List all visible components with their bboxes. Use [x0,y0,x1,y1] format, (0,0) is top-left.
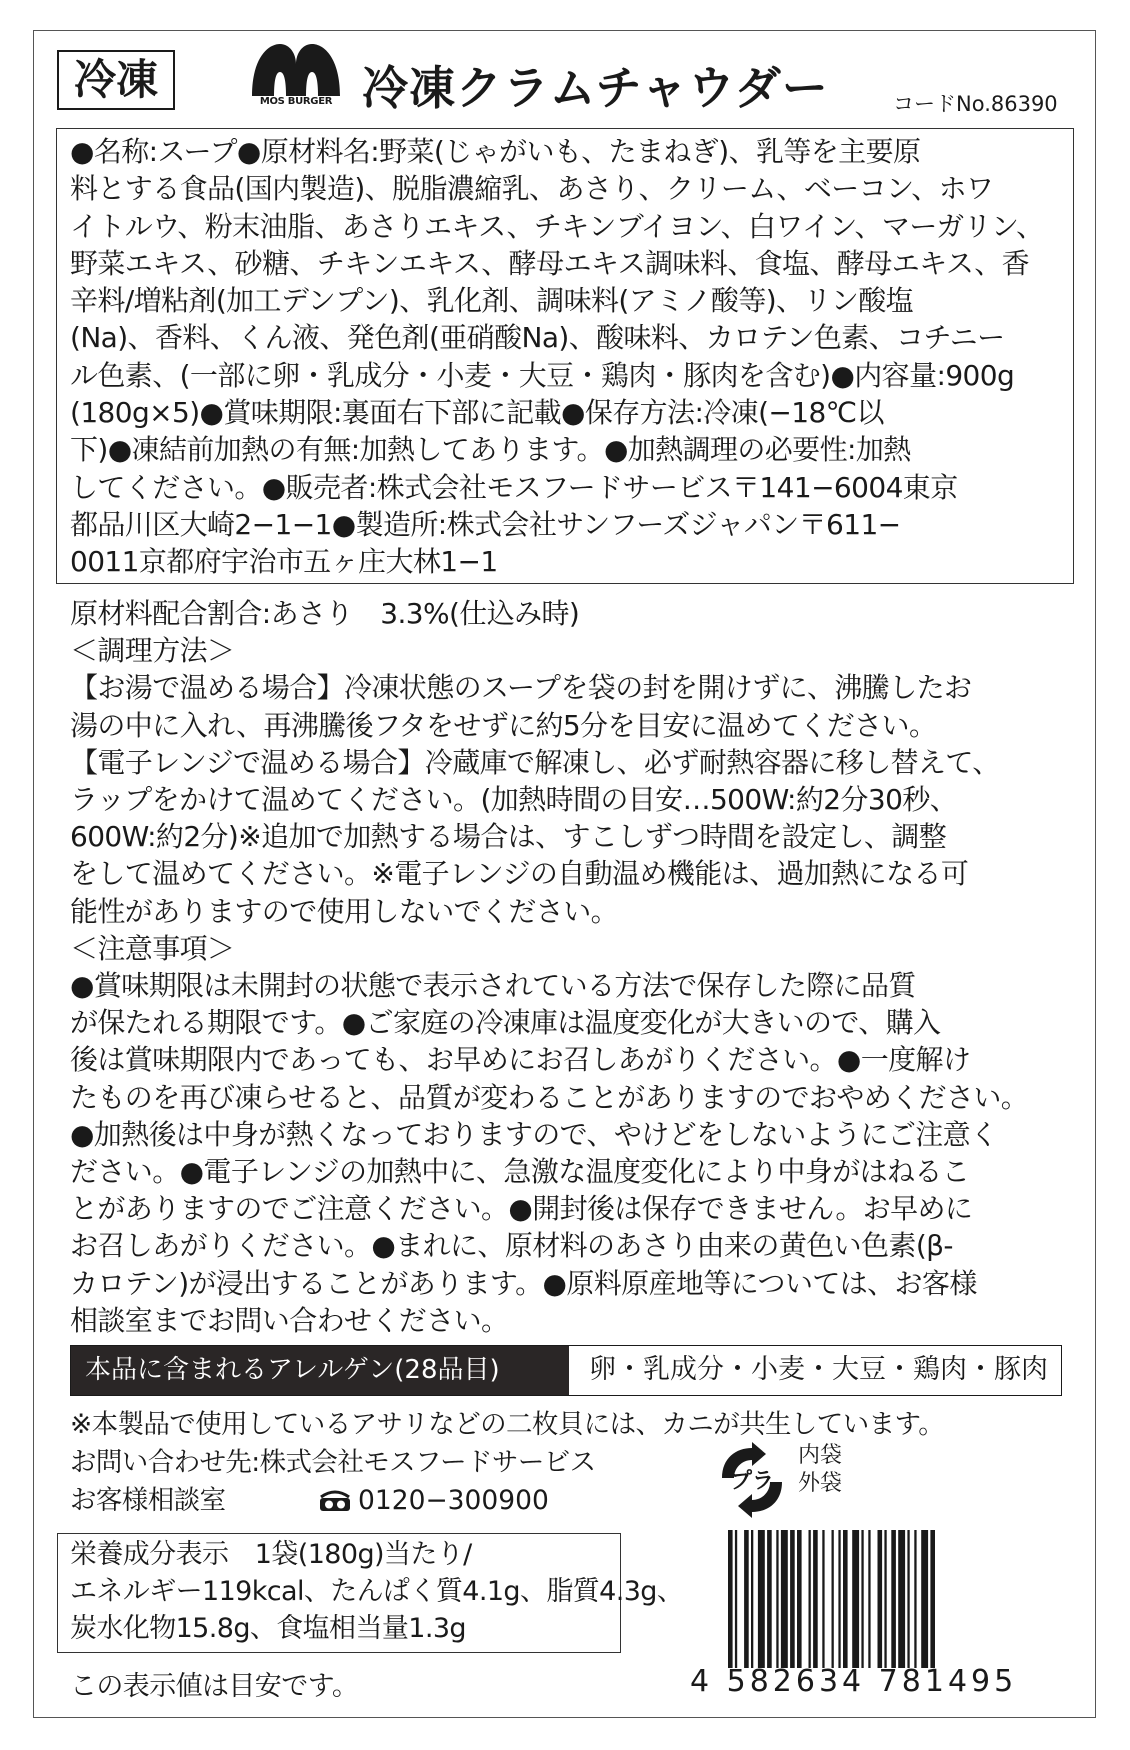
ingredients-line: (Na)、香料、くん液、発色剤(亜硝酸Na)、酸味料、カロテン色素、コチニー [70,321,1005,355]
body-line: ＜注意事項＞ [70,931,235,965]
body-line: 能性がありますので使用しないでください。 [70,894,619,928]
phone-number-text: 0120−300900 [358,1485,549,1516]
body-line: をして温めてください。※電子レンジの自動温め機能は、過加熱になる可 [70,857,969,891]
shellfish-note: ※本製品で使用しているアサリなどの二枚貝には、カニが共生しています。 [70,1409,945,1440]
contact-department: お客様相談室 [70,1485,226,1516]
body-line: たものを再び凍らせると、品質が変わることがありますのでおやめください。 [70,1080,1029,1114]
instructions-and-notes [70,595,1028,1339]
body-line: ●賞味期限は未開封の状態で表示されている方法で保存した際に品質 [70,969,916,1003]
contact-company: お問い合わせ先:株式会社モスフードサービス [70,1447,596,1478]
body-line: ＜調理方法＞ [70,634,235,668]
allergen-value: 卵・乳成分・小麦・大豆・鶏肉・豚肉 [589,1354,1048,1385]
body-line: お召しあがりください。●まれに、原材料のあさり由来の黄色い色素(β- [70,1229,953,1263]
frozen-tag: 冷凍 [57,50,175,110]
body-line: 湯の中に入れ、再沸騰後フタをせずに約5分を目安に温めてください。 [70,708,937,742]
body-line: とがありますのでご注意ください。●開封後は保存できません。お早めに [70,1192,973,1226]
recycle-inner-bag: 内袋 [798,1443,843,1468]
brand-name: MOS BURGER [259,96,333,107]
ingredients-line: ●名称:スープ●原材料名:野菜(じゃがいも、たまねぎ)、乳等を主要原 [70,135,921,168]
body-line: カロテン)が浸出することがあります。●原料原産地等については、お客様 [70,1266,977,1300]
product-title: 冷凍クラムチャウダー [362,61,829,115]
allergen-label: 本品に含まれるアレルゲン(28品目) [71,1346,569,1395]
recycle-mark-text: プラ [729,1469,775,1494]
product-code: コードNo.86390 [893,92,1058,116]
recycle-labels [798,1442,842,1498]
body-line: 相談室までお問い合わせください。 [70,1303,509,1337]
body-line: 【お湯で温める場合】冷凍状態のスープを袋の封を開けずに、沸騰したお [70,671,972,705]
body-line: 600W:約2分)※追加で加熱する場合は、すこしずつ時間を設定し、調整 [70,820,947,854]
nutrition-disclaimer: この表示値は目安です。 [70,1671,359,1702]
ingredients-line: 料とする食品(国内製造)、脱脂濃縮乳、あさり、クリーム、ベーコン、ホワ [70,172,994,206]
ingredients-line: イトルウ、粉末油脂、あさりエキス、チキンブイヨン、白ワイン、マーガリン、 [70,209,1044,243]
nutrition-line: 栄養成分表示 1袋(180g)当たり/ [70,1539,472,1570]
ingredients-line: ル色素、(一部に卵・乳成分・小麦・大豆・鶏肉・豚肉を含む)●内容量:900g [70,358,1015,392]
recycle-outer-bag: 外袋 [798,1471,843,1496]
body-line: 原材料配合割合:あさり 3.3%(仕込み時) [70,597,580,630]
body-line: が保たれる期限です。●ご家庭の冷凍庫は温度変化が大きいので、購入 [70,1006,941,1040]
free-dial-icon [318,1489,352,1513]
ingredients-line: 都品川区大崎2−1−1●製造所:株式会社サンフーズジャパン〒611− [70,507,901,541]
nutrition-line: 炭水化物15.8g、食塩相当量1.3g [70,1613,466,1644]
body-line: 後は賞味期限内であっても、お早めにお召しあがりください。●一度解け [70,1043,971,1077]
barcode-number: 4 582634 781495 [690,1664,1018,1699]
ingredients-line: 0011京都府宇治市五ヶ庄大林1−1 [70,545,498,579]
body-line: 【電子レンジで温める場合】冷蔵庫で解凍し、必ず耐熱容器に移し替えて、 [70,745,1000,779]
ingredients-line: 下)●凍結前加熱の有無:加熱してあります。●加熱調理の必要性:加熱 [70,433,911,467]
ingredients-line: してください。●販売者:株式会社モスフードサービス〒141−6004東京 [70,470,958,504]
ingredients-line: 辛料/増粘剤(加工デンプン)、乳化剤、調味料(アミノ酸等)、リン酸塩 [70,284,914,318]
phone-number [318,1485,549,1516]
plastic-recycle-icon [712,1440,792,1520]
allergen-box [70,1345,1062,1396]
nutrition-line: エネルギー119kcal、たんぱく質4.1g、脂質4.3g、 [70,1576,684,1607]
ingredients-line: 野菜エキス、砂糖、チキンエキス、酵母エキス調味料、食塩、酵母エキス、香 [70,246,1030,280]
body-line: ださい。●電子レンジの加熱中に、急激な温度変化により中身がはねるこ [70,1155,970,1189]
body-line: ラップをかけて温めてください。(加熱時間の目安…500W:約2分30秒、 [70,783,958,817]
ingredients-line: (180g×5)●賞味期限:裏面右下部に記載●保存方法:冷凍(−18℃以 [70,396,884,430]
body-line: ●加熱後は中身が熱くなっておりますので、やけどをしないようにご注意く [70,1117,998,1151]
nutrition-text [70,1536,683,1647]
barcode-icon [726,1530,1048,1668]
ingredients-text [70,133,1044,581]
